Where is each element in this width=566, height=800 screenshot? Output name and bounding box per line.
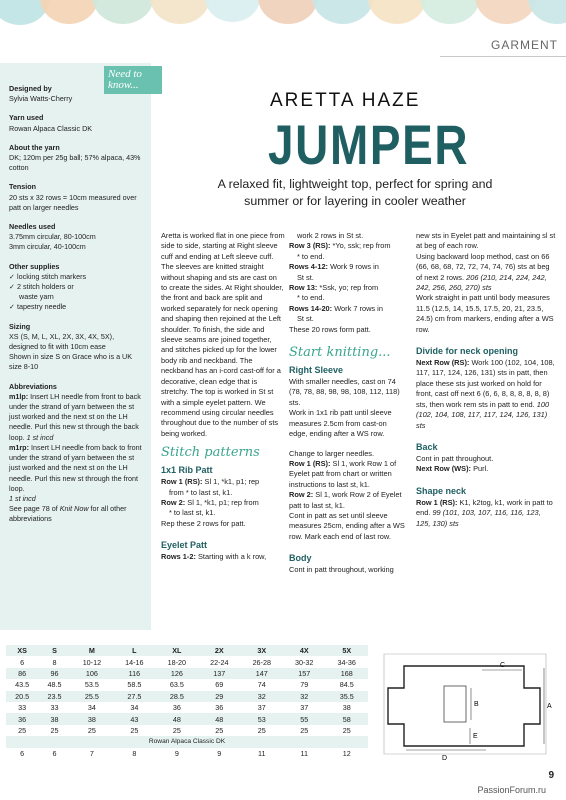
neck-opening <box>444 686 466 722</box>
table-cell: 25 <box>6 725 38 736</box>
table-cell: 106 <box>71 668 113 679</box>
column-2 <box>289 231 407 576</box>
eyelet-row-1-cont: work 2 rows in St st. <box>297 231 364 240</box>
table-cell: 25 <box>156 725 198 736</box>
row-text: *Yo, ssk; rep from <box>330 241 391 251</box>
table-cell: 53 <box>241 713 283 724</box>
yarn-row <box>6 736 368 747</box>
row-label: Next Row (WS): <box>416 464 472 474</box>
table-cell: 96 <box>38 668 70 679</box>
row-text: Sl 1, *k1, p1; rep from <box>185 497 259 507</box>
table-cell: 7 <box>71 748 113 759</box>
table-cell: 30-32 <box>283 656 325 667</box>
table-cell: 86 <box>6 668 38 679</box>
sleeve-row-2 <box>289 490 407 511</box>
tension-value: 20 sts x 32 rows = 10cm measured over patt on larger needles <box>9 192 137 212</box>
table-cell: 36 <box>198 702 240 713</box>
table-cell: 48.5 <box>38 679 70 690</box>
back-row <box>416 464 556 474</box>
right-sleeve-heading: Right Sleeve <box>289 365 344 376</box>
eyelet-row-13-cont: * to end. <box>297 293 325 303</box>
start-knitting-heading: Start knitting... <box>289 345 391 361</box>
row-label: Row 1 (RS): <box>289 458 331 468</box>
pattern-title-small: ARETTA HAZE <box>270 90 421 111</box>
section-divider <box>440 56 566 57</box>
table-cell: 48 <box>198 713 240 724</box>
label-b: B <box>474 701 479 708</box>
size-header-row <box>6 645 368 656</box>
eyelet-rows-4-12-cont: St st. <box>297 272 314 282</box>
designed-heading: Designed by <box>9 84 52 93</box>
yarn-heading: Yarn used <box>9 113 44 123</box>
table-row <box>6 691 368 702</box>
sidebar-content <box>9 84 145 525</box>
size-header-cell: S <box>38 645 70 656</box>
table-cell: 23.5 <box>38 691 70 702</box>
abbr-note: 1 st incd <box>9 493 36 503</box>
row-text: Work 7 rows in <box>332 303 383 313</box>
table-cell: 37 <box>283 702 325 713</box>
table-cell: 35.5 <box>325 691 368 702</box>
back-heading: Back <box>416 441 438 452</box>
table-cell: 84.5 <box>325 679 368 690</box>
supply-item-cont: waste yarn <box>19 292 54 302</box>
table-cell: 33 <box>6 702 38 713</box>
row-label: Row 1 (RS): <box>161 477 203 487</box>
table-cell: 32 <box>283 691 325 702</box>
table-cell: 126 <box>156 668 198 679</box>
size-header-cell: 2X <box>198 645 240 656</box>
divide-heading: Divide for neck opening <box>416 346 519 357</box>
size-header-cell: L <box>113 645 155 656</box>
row-label: Row 13: <box>289 283 318 293</box>
column-1 <box>161 231 285 563</box>
table-cell: 9 <box>156 748 198 759</box>
see-magazine: Knit Now <box>59 504 89 514</box>
eyelet-summary: These 20 rows form patt. <box>289 324 371 334</box>
sizing-value-1: XS (S, M, L, XL, 2X, 3X, 4X, 5X), designed to fit with 10cm ease <box>9 331 115 352</box>
size-header-cell: XS <box>6 645 38 656</box>
table-cell: 157 <box>283 668 325 679</box>
table-row <box>6 668 368 679</box>
size-table <box>6 645 368 759</box>
yarn-value: Rowan Alpaca Classic DK <box>9 123 93 133</box>
table-cell: 53.5 <box>71 679 113 690</box>
supplies-heading: Other supplies <box>9 261 60 271</box>
table-cell: 25 <box>113 725 155 736</box>
supply-item: ✓ 2 stitch holders or <box>9 282 74 292</box>
table-cell: 63.5 <box>156 679 198 690</box>
needles-heading: Needles used <box>9 222 56 232</box>
table-cell: 20.5 <box>6 691 38 702</box>
table-cell: 116 <box>113 668 155 679</box>
table-row <box>6 656 368 667</box>
table-row <box>6 725 368 736</box>
see-text-2: for all other abbreviations <box>9 504 127 524</box>
back-text: Cont in patt throughout. <box>416 453 494 463</box>
table-cell: 36 <box>156 702 198 713</box>
body-cast-on-text: Using backward loop method, cast on 66 (66, 68, 68, 72, 72, 74, 74, 76) sts at beg of next 2 rows. <box>416 251 550 282</box>
body-heading: Body <box>289 553 312 564</box>
table-cell: 43.5 <box>6 679 38 690</box>
row-text: Work 9 rows in <box>328 262 379 272</box>
sizing-heading: Sizing <box>9 321 31 331</box>
row-label: Rows 4-12: <box>289 262 329 272</box>
stitch-count: 100 (102, 104, 108, 117, 117, 124, 126, 131) sts <box>416 399 550 430</box>
site-watermark: PassionForum.ru <box>477 785 546 795</box>
schematic-diagram <box>374 646 556 762</box>
supply-item: ✓ locking stitch markers <box>9 271 87 281</box>
rib-row-2 <box>161 498 285 508</box>
table-cell: 79 <box>283 679 325 690</box>
table-cell: 147 <box>241 668 283 679</box>
about-value: DK; 120m per 25g ball; 57% alpaca, 43% cotton <box>9 153 141 173</box>
stitch-count: 206 (210, 214, 224, 242, 242, 256, 260, 270) sts <box>416 272 547 293</box>
abbr-text: Insert LH needle from front to back under the strand of yarn between the st just worked and the next st on the LH needle. Purl this new st through the back loop. <box>9 391 141 442</box>
eyelet-row-3-cont: * to end. <box>297 251 325 261</box>
table-cell: 32 <box>241 691 283 702</box>
sleeve-row-1 <box>289 459 407 490</box>
table-cell: 14-16 <box>113 656 155 667</box>
abbr-m1lp <box>9 392 145 443</box>
see-text: See page 78 of <box>9 504 60 514</box>
abbr-text: Insert LH needle from back to front under the strand of yarn between the st just worked and the next st on the LH needle. Purl this new st through the front loop. <box>9 442 142 493</box>
table-cell: 33 <box>38 702 70 713</box>
yarn-ball-banner <box>0 0 566 30</box>
table-cell: 137 <box>198 668 240 679</box>
size-header-cell: 5X <box>325 645 368 656</box>
stitch-count: 99 (101, 103, 107, 116, 116, 123, 125, 130) sts <box>416 508 541 528</box>
eyelet-rows-14-20-cont: St st. <box>297 314 314 324</box>
label-d: D <box>442 755 448 762</box>
table-cell: 74 <box>241 679 283 690</box>
table-cell: 25 <box>38 725 70 736</box>
table-cell: 58 <box>325 713 368 724</box>
eyelet-rows-4-12 <box>289 262 407 272</box>
eyelet-rows-14-20 <box>289 304 407 314</box>
table-cell: 29 <box>198 691 240 702</box>
table-cell: 43 <box>113 713 155 724</box>
row-text: Starting with a k row, <box>195 552 267 562</box>
row-label: Row 1 (RS): <box>416 497 458 507</box>
rib-row-2-cont: * to last st, k1. <box>169 508 216 518</box>
eyelet-heading: Eyelet Patt <box>161 540 208 551</box>
table-cell: 25 <box>283 725 325 736</box>
row-label: Row 2: <box>161 497 186 507</box>
schematic-outer <box>384 654 546 754</box>
garment-outline <box>388 666 540 746</box>
rib-row-1-cont: from * to last st, k1. <box>169 487 233 497</box>
abbr-m1rp <box>9 443 145 494</box>
tension-heading: Tension <box>9 182 37 192</box>
table-cell: 37 <box>241 702 283 713</box>
sleeve-cast-on: With smaller needles, cast on 74 (78, 78, 88, 98, 98, 108, 112, 118) sts. <box>289 377 400 407</box>
table-cell: 55 <box>283 713 325 724</box>
table-cell: 27.5 <box>113 691 155 702</box>
abbr-term: m1lp: <box>9 391 29 401</box>
balls-row <box>6 748 368 759</box>
sleeve-continue: Cont in patt as set until sleeve measures 25cm, ending after a WS row. Mark each end of last row. <box>289 510 405 541</box>
row-label: Row 2: <box>289 490 314 500</box>
table-cell: 8 <box>113 748 155 759</box>
rib-repeat: Rep these 2 rows for patt. <box>161 518 246 528</box>
row-label: Rows 1-2: <box>161 552 196 562</box>
pattern-title: JUMPER <box>268 113 470 176</box>
row-text: Sl 1, work Row 2 of Eyelet patt to last st, k1. <box>289 490 402 510</box>
designed-value: Sylvia Watts-Cherry <box>9 94 73 104</box>
table-row <box>6 702 368 713</box>
eyelet-rows <box>161 552 285 562</box>
needles-value-2: 3mm circular, 40-100cm <box>9 242 86 252</box>
table-cell: 36 <box>6 713 38 724</box>
eyelet-row-3 <box>289 241 407 251</box>
table-cell: 48 <box>156 713 198 724</box>
needles-value-1: 3.75mm circular, 80-100cm <box>9 232 96 242</box>
table-cell: 12 <box>325 748 368 759</box>
size-header-cell: M <box>71 645 113 656</box>
supply-item: ✓ tapestry needle <box>9 302 67 312</box>
body-work-straight: Work straight in patt until body measures 11.5 (12.5, 14, 15.5, 17.5, 20, 21, 23.5, 24.5) cm from markers, ending after a WS row. <box>416 293 554 334</box>
table-cell: 34-36 <box>325 656 368 667</box>
table-cell: 38 <box>71 713 113 724</box>
row-text: Sl 1, work Row 1 of Eyelet patt from chart or written instructions to last st, k1. <box>289 458 397 489</box>
label-e: E <box>473 733 478 740</box>
row-text: *Ssk, yo; rep from <box>317 283 379 293</box>
body-text: Cont in patt throughout, working <box>289 565 394 575</box>
divide-row <box>416 358 556 431</box>
table-cell: 28.5 <box>156 691 198 702</box>
table-row <box>6 713 368 724</box>
table-cell: 18-20 <box>156 656 198 667</box>
pattern-subtitle: A relaxed fit, lightweight top, perfect for spring and summer or for layering in cooler weather <box>217 177 493 208</box>
label-c: C <box>500 662 506 669</box>
size-header-cell: 3X <box>241 645 283 656</box>
intro-paragraph: Aretta is worked flat in one piece from side to side, starting at Right sleeve cuff and ending at Left sleeve cuff. The sleeves are knitted straight without shaping and sts are cast on to create the sides. At Right shoulder, the front and back are split and worked separately for neck opening and shaping then rejoined at the Left shoulder. To finish, the side and sleeve seams are joined together, and stitches picked up for the lower body rib and neckband. The neckband has an i-cord cast-off for a decorative, clean edge that is stretchy. The top is worked in St st with a simple eyelet pattern. We recommend using circular needles throughout due to the number of sts being worked. <box>161 231 285 438</box>
table-cell: 25.5 <box>71 691 113 702</box>
table-cell: 10-12 <box>71 656 113 667</box>
row-text: K1, k2tog, k1, work in patt to end. <box>416 497 553 518</box>
table-cell: 69 <box>198 679 240 690</box>
label-a: A <box>547 703 552 710</box>
eyelet-row-13 <box>289 283 407 293</box>
abbreviations-heading: Abbreviations <box>9 381 57 391</box>
shape-neck-heading: Shape neck <box>416 485 467 496</box>
size-header-cell: 4X <box>283 645 325 656</box>
size-header-cell: XL <box>156 645 198 656</box>
table-cell: 58.5 <box>113 679 155 690</box>
table-cell: 6 <box>6 656 38 667</box>
table-cell: 34 <box>113 702 155 713</box>
column-3 <box>416 231 556 529</box>
page-number: 9 <box>548 770 554 781</box>
table-cell: 11 <box>283 748 325 759</box>
table-cell: 26-28 <box>241 656 283 667</box>
yarn-row-label: Rowan Alpaca Classic DK <box>6 736 368 747</box>
table-cell: 8 <box>38 656 70 667</box>
table-cell: 25 <box>198 725 240 736</box>
table-cell: 9 <box>198 748 240 759</box>
rib-row-1 <box>161 477 285 487</box>
sleeve-rib: Work in 1x1 rib patt until sleeve measures 2.5cm from cast-on edge, ending after a WS row. <box>289 408 392 439</box>
table-cell: 38 <box>325 702 368 713</box>
see-also <box>9 504 145 524</box>
table-cell: 168 <box>325 668 368 679</box>
about-heading: About the yarn <box>9 142 60 152</box>
table-cell: 38 <box>38 713 70 724</box>
table-cell: 22-24 <box>198 656 240 667</box>
body-text-cont: new sts in Eyelet patt and maintaining sl st at beg of each row. <box>416 231 556 251</box>
stitch-patterns-heading: Stitch patterns <box>161 445 260 461</box>
need-to-know-badge: Need to know... <box>104 66 162 94</box>
section-label: GARMENT <box>491 38 558 52</box>
row-text: Purl. <box>471 464 489 474</box>
table-cell: 11 <box>241 748 283 759</box>
body-cast-on <box>416 252 556 294</box>
rib-heading: 1x1 Rib Patt <box>161 465 213 476</box>
abbr-term: m1rp: <box>9 442 29 452</box>
row-label: Row 3 (RS): <box>289 241 331 251</box>
table-cell: 6 <box>38 748 70 759</box>
row-text: Work 100 (102, 104, 108, 117, 117, 124, 126, 131) sts in patt, then place these sts just worked on hold for front, cast off next 6 (6, 6, 8, 8, 8, 8, 8, 8) sts, then work rem sts in patt to end. <box>416 358 555 409</box>
table-cell: 25 <box>325 725 368 736</box>
sizing-value-2: Shown in size S on Grace who is a UK size 8-10 <box>9 352 133 372</box>
row-text: Sl 1, *k1, p1; rep <box>202 477 260 487</box>
table-cell: 34 <box>71 702 113 713</box>
table-cell: 25 <box>241 725 283 736</box>
change-needles: Change to larger needles. <box>289 448 375 458</box>
shape-neck-row <box>416 498 556 529</box>
abbr-note: 1 st incd <box>24 432 54 442</box>
table-cell: 25 <box>71 725 113 736</box>
table-cell: 6 <box>6 748 38 759</box>
row-label: Next Row (RS): <box>416 358 470 368</box>
row-label: Rows 14-20: <box>289 303 333 313</box>
table-row <box>6 679 368 690</box>
